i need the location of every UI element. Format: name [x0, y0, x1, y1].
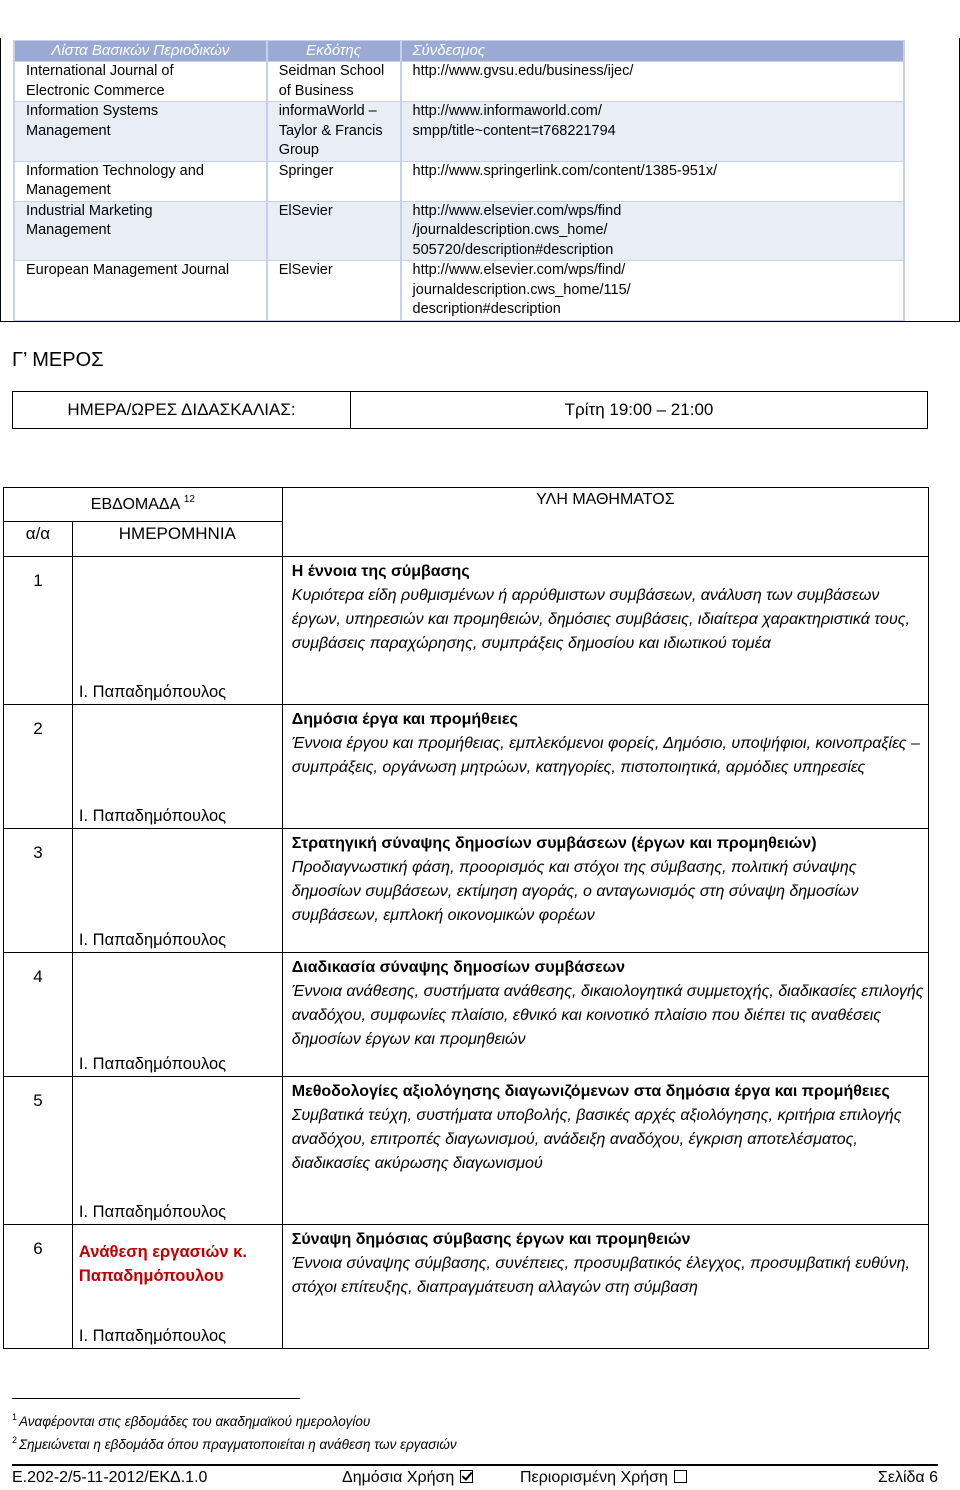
journal-link-text[interactable]: /journaldescription.cws_home/ [412, 222, 608, 238]
journal-publisher-text: ElSevier [278, 262, 333, 278]
topic-description: Έννοια σύναψης σύμβασης, συνέπειες, προσυμβατικός έλεγχος, προσυμβατική ευθύνη, στόχοι επίτευξης, διαπραγμάτευση αλλαγών στη σύμβαση [291, 1255, 910, 1296]
week-row [4, 1225, 929, 1349]
unchecked-box-icon [674, 1470, 687, 1483]
journals-header-publisher: Εκδότης [267, 41, 401, 62]
journal-title-cell [14, 102, 267, 162]
instructor-name: Ι. Παπαδημόπουλος [78, 807, 227, 825]
footnote-2-num: 2 [12, 1435, 18, 1445]
schedule-label: ΗΜΕΡΑ/ΩΡΕΣ ΔΙΔΑΣΚΑΛΙΑΣ: [13, 392, 351, 428]
journal-title-cell [14, 62, 267, 102]
week-date-cell [72, 705, 282, 829]
topic-description: Συμβατικά τεύχη, συστήματα υποβολής, βασικές αρχές αξιολόγησης, κριτήρια επιλογής αναδόχου, επιτροπές διαγωνισμού, ανάδειξη αναδόχου, έγκριση αποτελέσματος, διαδικασίες ακύρωσης διαγωνισμού [291, 1107, 902, 1172]
assignment-note: Ανάθεση εργασιών κ. Παπαδημόπουλου [78, 1243, 247, 1285]
topic-title: Μεθοδολογίες αξιολόγησης διαγωνιζόμενων στα δημόσια έργα και προμήθειες [291, 1083, 890, 1100]
journal-row [14, 261, 904, 321]
journals-header-row [14, 41, 904, 62]
journal-link-text[interactable]: http://www.informaworld.com/ [412, 103, 602, 119]
week-topic-cell [282, 829, 928, 953]
topic-description: Κυριότερα είδη ρυθμισμένων ή αρρύθμιστων συμβάσεων, ανάλυση των συμβάσεων έργων, υπηρεσιών και προμηθειών, δημόσιες συμβάσεις, ιδιαίτερα χαρακτηριστικά τους, συμβάσεις παραχώρησης, συμπράξεις δημοσίου και ιδιωτικού τομέα [291, 587, 910, 652]
journal-title-text: International Journal of [26, 63, 174, 79]
journal-publisher-text: Group [278, 142, 319, 158]
weeks-header-week [4, 488, 283, 522]
week-date-cell [72, 1077, 282, 1225]
journal-title-cell [14, 161, 267, 201]
week-topic-cell [282, 1077, 928, 1225]
journals-table [13, 40, 905, 321]
journal-link-cell [401, 102, 904, 162]
topic-description: Προδιαγνωστική φάση, προορισμός και στόχοι της σύμβασης, πολιτική σύναψης δημοσίων συμβάσεων, εκτίμηση αγοράς, ο ανταγωνισμός στη σύναψη δημοσίων συμβάσεων, εμπλοκή οικονομικών φορέων [291, 859, 859, 924]
week-row [4, 557, 929, 705]
instructor-name: Ι. Παπαδημόπουλος [78, 931, 227, 949]
week-topic-cell [282, 953, 928, 1077]
journal-link-text[interactable]: http://www.elsevier.com/wps/find [412, 202, 622, 219]
footnote-rule [12, 1398, 300, 1399]
journal-link-cell [401, 62, 904, 102]
footer-public-label: Δημόσια Χρήση [342, 1469, 455, 1486]
journal-link-text[interactable]: description#description [412, 301, 561, 317]
week-date-cell [72, 557, 282, 705]
journals-frame [0, 38, 960, 322]
journal-link-cell [401, 161, 904, 201]
instructor-name: Ι. Παπαδημόπουλος [78, 1327, 227, 1345]
journal-link-text[interactable]: journaldescription.cws_home/115/ [412, 281, 631, 298]
footnote-1 [12, 1408, 457, 1431]
week-row [4, 705, 929, 829]
journal-row [14, 102, 904, 162]
journal-title-text: Industrial Marketing [26, 202, 153, 219]
weeks-header-aa: α/α [4, 522, 73, 557]
weeks-table [3, 487, 929, 1349]
week-number: 2 [4, 705, 73, 829]
instructor-name: Ι. Παπαδημόπουλος [78, 1203, 227, 1221]
topic-title: Στρατηγική σύναψης δημοσίων συμβάσεων (έργων και προμηθειών) [291, 835, 817, 852]
journal-publisher-text: Springer [278, 162, 334, 179]
journal-publisher-cell [267, 261, 401, 321]
weeks-header-date: ΗΜΕΡΟΜΗΝΙΑ [72, 522, 282, 557]
journal-publisher-text: informaWorld – [278, 103, 377, 119]
journal-publisher-cell [267, 161, 401, 201]
journal-publisher-text: ElSevier [278, 202, 333, 219]
footer-public-use [342, 1469, 473, 1487]
journal-title-text: Information Technology and [26, 162, 204, 179]
journal-title-text: Management [26, 182, 111, 198]
journal-row [14, 201, 904, 261]
schedule-value: Τρίτη 19:00 – 21:00 [564, 400, 714, 419]
journal-link-cell [401, 201, 904, 261]
journal-title-cell [14, 201, 267, 261]
topic-title: Δημόσια έργα και προμήθειες [291, 711, 518, 728]
footnote-2 [12, 1431, 457, 1454]
weeks-header-row-1 [4, 488, 929, 522]
journal-title-text: Information Systems [26, 103, 159, 119]
footer-restricted-use [520, 1469, 687, 1487]
footer-page-number: Σελίδα 6 [877, 1469, 938, 1486]
journal-link-text[interactable]: 505720/description#description [412, 241, 614, 258]
topic-title: Σύναψη δημόσιας σύμβασης έργων και προμηθειών [291, 1231, 691, 1248]
journal-link-cell [401, 261, 904, 321]
journal-publisher-text: of Business [278, 82, 354, 99]
week-number: 6 [4, 1225, 73, 1349]
week-date-cell [72, 953, 282, 1077]
journal-link-text[interactable]: http://www.springerlink.com/content/1385-951x/ [412, 162, 718, 179]
week-row [4, 1077, 929, 1225]
weeks-header-topic: ΥΛΗ ΜΑΘΗΜΑΤΟΣ [282, 488, 928, 557]
footnote-1-text: Αναφέρονται στις εβδομάδες του ακαδημαϊκού ημερολογίου [19, 1414, 371, 1429]
weeks-header-week-label: ΕΒΔΟΜΑΔΑ [90, 496, 180, 513]
week-row [4, 953, 929, 1077]
journal-row [14, 161, 904, 201]
schedule-box [12, 391, 928, 429]
footer-document-code: E.202-2/5-11-2012/ΕΚΔ.1.0 [12, 1469, 208, 1486]
topic-description: Έννοια ανάθεσης, συστήματα ανάθεσης, δικαιολογητικά συμμετοχής, διαδικασίες επιλογής αναδόχου, συμφωνίες πλαίσιο, εθνικό και κοινοτικό πλαίσιο που διέπει τις αναθέσεις δημοσίων έργων και προμηθειών [291, 983, 924, 1048]
week-date-cell [72, 1225, 282, 1349]
section-title: Γ’ ΜΕΡΟΣ [12, 349, 104, 371]
journal-row [14, 62, 904, 102]
week-topic-cell [282, 557, 928, 705]
journals-header-title: Λίστα Βασικών Περιοδικών [14, 41, 267, 62]
topic-title: Η έννοια της σύμβασης [291, 563, 470, 580]
journal-publisher-cell [267, 102, 401, 162]
week-number: 4 [4, 953, 73, 1077]
week-topic-cell [282, 705, 928, 829]
week-number: 1 [4, 557, 73, 705]
journal-publisher-text: Seidman School [278, 63, 385, 79]
topic-description: Έννοια έργου και προμήθειας, εμπλεκόμενοι φορείς, Δημόσιο, υποψήφιοι, κοινοπραξίες – συμπράξεις, οργάνωση μητρώων, κατηγορίες, πιστοποιητικά, αρμόδιες υπηρεσίες [291, 735, 920, 776]
week-row [4, 829, 929, 953]
week-number: 3 [4, 829, 73, 953]
journal-publisher-text: Taylor & Francis [278, 122, 383, 139]
journal-link-text[interactable]: http://www.gvsu.edu/business/ijec/ [412, 63, 634, 79]
journal-title-text: European Management Journal [26, 262, 230, 278]
page-footer [12, 1464, 938, 1488]
journal-publisher-cell [267, 201, 401, 261]
week-topic-cell [282, 1225, 928, 1349]
checked-box-icon [460, 1470, 473, 1483]
journal-link-text[interactable]: smpp/title~content=t768221794 [412, 122, 616, 139]
week-number: 5 [4, 1077, 73, 1225]
topic-title: Διαδικασία σύναψης δημοσίων συμβάσεων [291, 959, 626, 976]
footnote-ref-week: 12 [183, 494, 195, 505]
journal-title-text: Management [26, 222, 111, 238]
journal-link-text[interactable]: http://www.elsevier.com/wps/find/ [412, 262, 626, 278]
journal-title-text: Management [26, 122, 111, 139]
instructor-name: Ι. Παπαδημόπουλος [78, 683, 227, 701]
journals-header-link: Σύνδεσμος [401, 41, 904, 62]
footnote-2-text: Σημειώνεται η εβδομάδα όπου πραγματοποιείται η ανάθεση των εργασιών [19, 1437, 457, 1452]
footer-restricted-label: Περιορισμένη Χρήση [520, 1469, 668, 1486]
journal-title-text: Electronic Commerce [26, 82, 165, 99]
instructor-name: Ι. Παπαδημόπουλος [78, 1055, 227, 1073]
footnote-1-num: 1 [12, 1412, 18, 1422]
week-date-cell [72, 829, 282, 953]
journal-title-cell [14, 261, 267, 321]
footnotes [12, 1408, 457, 1454]
journal-publisher-cell [267, 62, 401, 102]
